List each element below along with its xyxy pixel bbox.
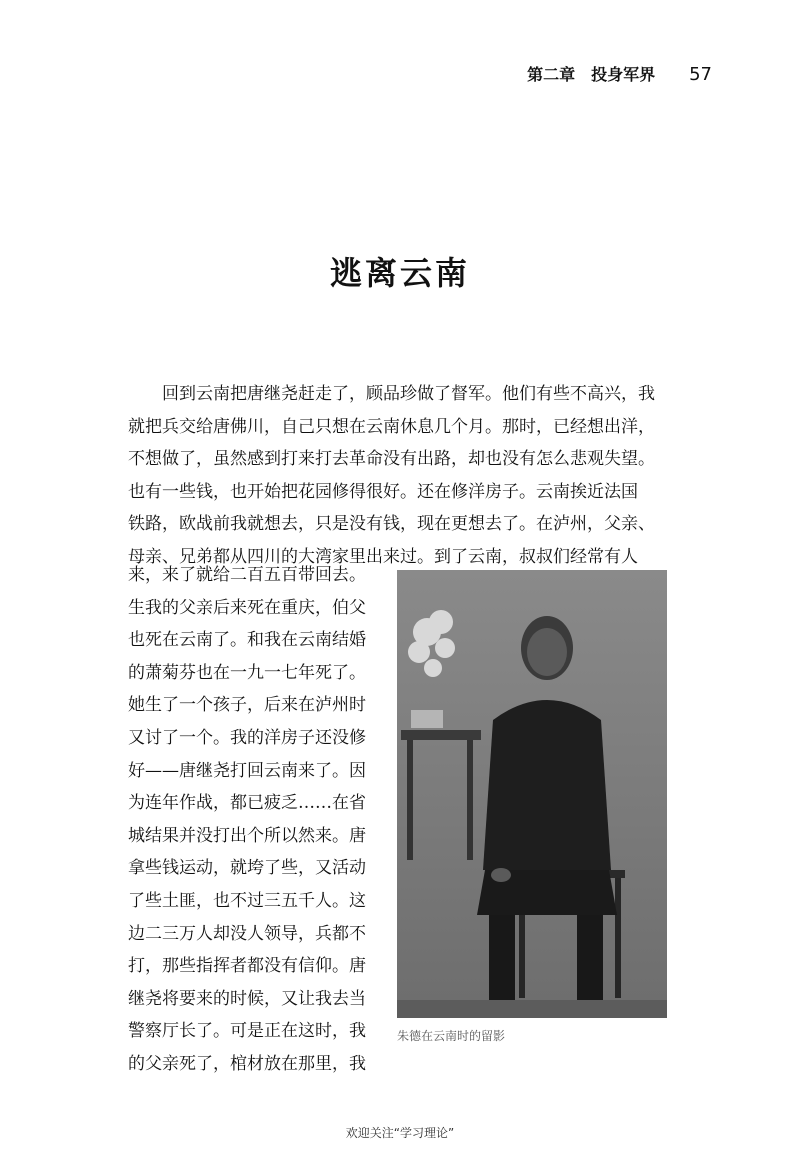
text-line: 回到云南把唐继尧赶走了，顾品珍做了督军。他们有些不高兴，我 bbox=[128, 384, 655, 404]
text-line: 生我的父亲后来死在重庆，伯父 bbox=[128, 597, 366, 618]
portrait-photo bbox=[397, 570, 667, 1018]
text-line: 铁路，欧战前我就想去，只是没有钱，现在更想去了。在泸州，父亲、 bbox=[128, 514, 655, 535]
chapter-title: 第二章 投身军界 bbox=[527, 65, 656, 84]
text-line: 又讨了一个。我的洋房子还没修 bbox=[128, 727, 366, 748]
text-line: 拿些钱运动，就垮了些，又活动 bbox=[128, 858, 366, 879]
text-line: 的父亲死了，棺材放在那里，我 bbox=[128, 1053, 366, 1074]
text-line: 就把兵交给唐佛川，自己只想在云南休息几个月。那时，已经想出洋， bbox=[128, 416, 655, 437]
body-paragraph-full-width bbox=[128, 378, 676, 574]
page-number: 57 bbox=[689, 64, 712, 85]
text-line: 了些土匪，也不过三五千人。这 bbox=[128, 890, 366, 911]
portrait-illustration bbox=[397, 570, 667, 1018]
text-line: 母亲、兄弟都从四川的大湾家里出来过。到了云南，叔叔们经常有人 bbox=[128, 546, 638, 567]
running-header bbox=[527, 62, 712, 85]
text-line: 城结果并没打出个所以然来。唐 bbox=[128, 825, 366, 846]
section-title: 逃离云南 bbox=[329, 254, 470, 292]
text-line: 为连年作战，都已疲乏……在省 bbox=[128, 793, 366, 814]
text-line: 的萧菊芬也在一九一七年死了。 bbox=[128, 662, 366, 683]
text-line: 不想做了，虽然感到打来打去革命没有出路，却也没有怎么悲观失望。 bbox=[128, 449, 655, 470]
text-line: 来，来了就给二百五百带回去。 bbox=[128, 565, 366, 585]
text-line: 边二三万人却没人领导，兵都不 bbox=[128, 923, 366, 944]
text-line: 也死在云南了。和我在云南结婚 bbox=[128, 630, 366, 651]
body-paragraph-wrapped bbox=[128, 559, 384, 1081]
text-line: 打，那些指挥者都没有信仰。唐 bbox=[128, 956, 366, 977]
text-line: 警察厅长了。可是正在这时，我 bbox=[128, 1021, 366, 1042]
photo-caption: 朱德在云南时的留影 bbox=[397, 1029, 506, 1043]
text-line: 好——唐继尧打回云南来了。因 bbox=[128, 760, 366, 781]
page-footer: 欢迎关注“学习理论” bbox=[345, 1126, 455, 1140]
text-line: 也有一些钱，也开始把花园修得很好。还在修洋房子。云南挨近法国 bbox=[128, 481, 638, 502]
text-line: 她生了一个孩子，后来在泸州时 bbox=[128, 695, 366, 716]
text-line: 继尧将要来的时候，又让我去当 bbox=[128, 988, 366, 1009]
